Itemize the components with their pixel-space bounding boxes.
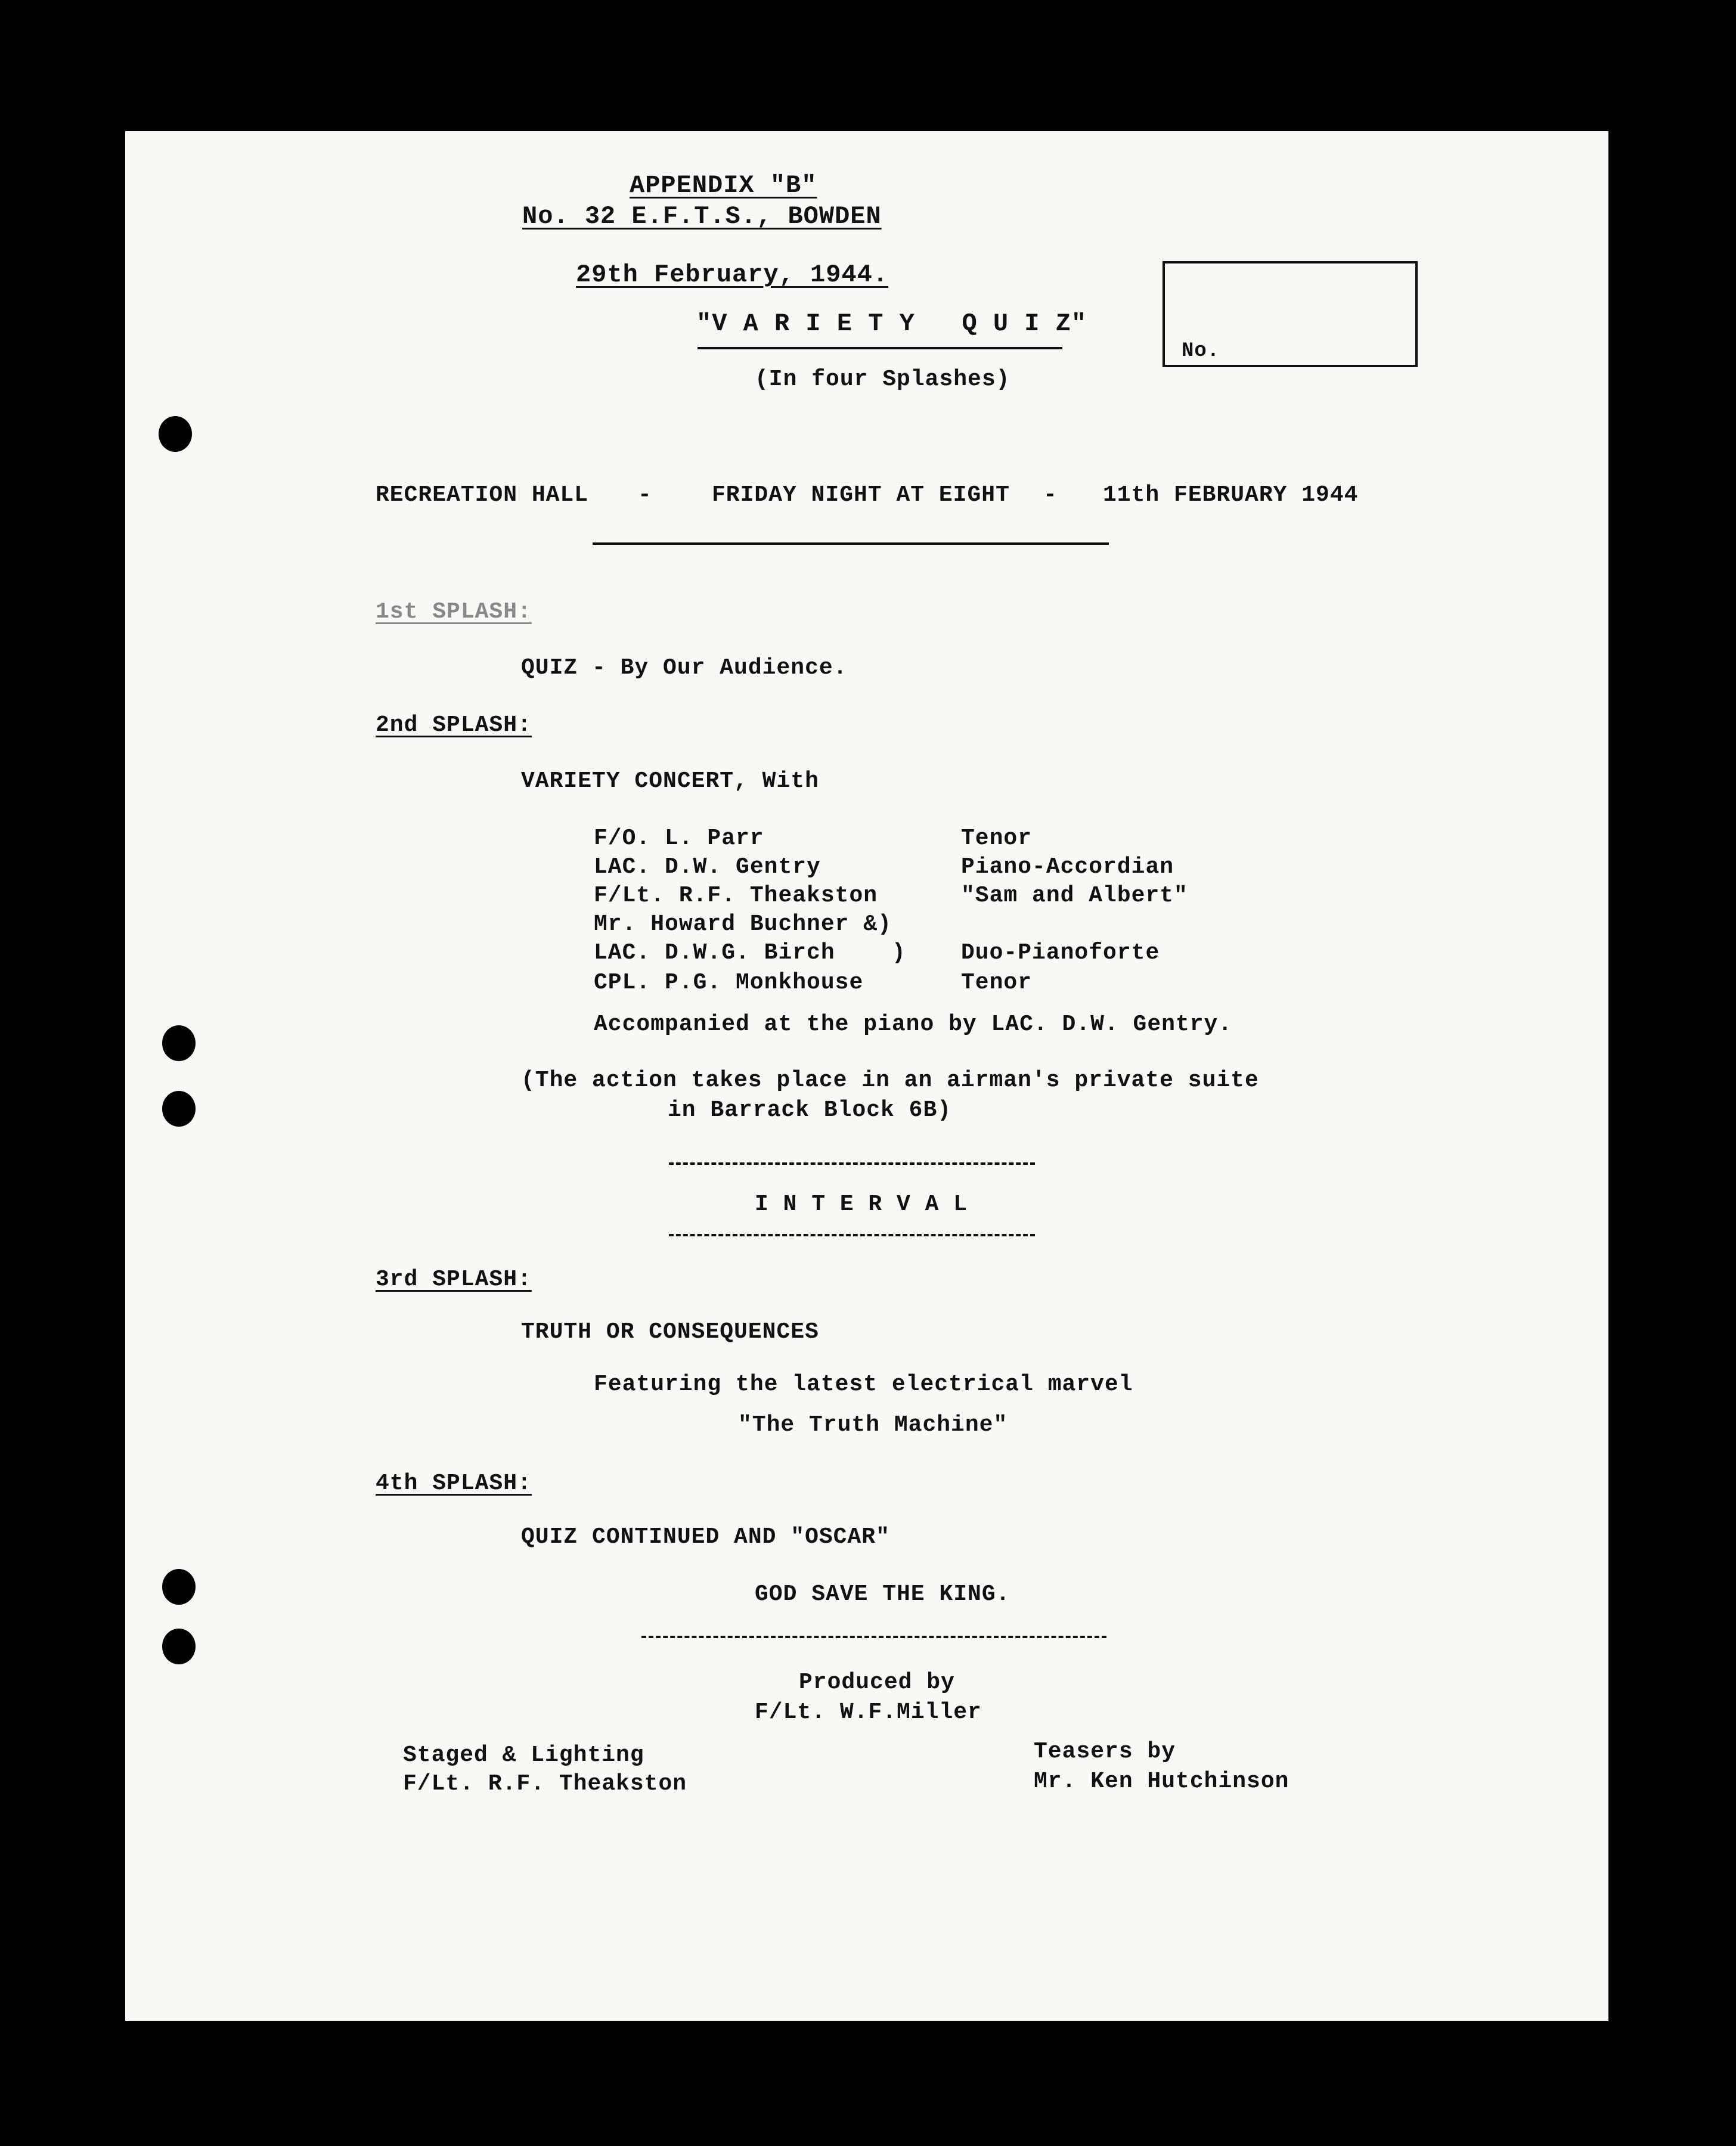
appendix-heading: APPENDIX "B": [630, 171, 817, 200]
performer-name: CPL. P.G. Monkhouse: [594, 970, 864, 996]
splash1-heading: 1st SPLASH:: [376, 599, 532, 625]
splash4-heading: 4th SPLASH:: [376, 1471, 532, 1496]
splash3-feature-line2: "The Truth Machine": [738, 1412, 1008, 1438]
venue-hall: RECREATION HALL: [376, 482, 589, 508]
splash4-content: QUIZ CONTINUED AND "OSCAR": [521, 1524, 890, 1550]
setting-note-line2: in Barrack Block 6B): [668, 1097, 952, 1123]
teasers-name: Mr. Ken Hutchinson: [1034, 1769, 1289, 1794]
staged-name: F/Lt. R.F. Theakston: [403, 1771, 687, 1797]
performer-name: Mr. Howard Buchner &): [594, 911, 892, 937]
punch-hole: [162, 1629, 196, 1664]
performer-name: LAC. D.W. Gentry: [594, 854, 821, 880]
closing-rule: [641, 1636, 1106, 1638]
splash3-heading: 3rd SPLASH:: [376, 1267, 532, 1292]
splash3-content: TRUTH OR CONSEQUENCES: [521, 1319, 819, 1345]
staged-label: Staged & Lighting: [403, 1742, 644, 1768]
unit-heading: No. 32 E.F.T.S., BOWDEN: [522, 202, 882, 231]
splash2-heading: 2nd SPLASH:: [376, 712, 532, 738]
closing-anthem: GOD SAVE THE KING.: [755, 1581, 1010, 1607]
interval-rule-bottom: [669, 1234, 1035, 1236]
interval-rule-top: [669, 1162, 1035, 1165]
performer-act: Tenor: [961, 970, 1033, 996]
performer-act: Piano-Accordian: [961, 854, 1174, 880]
document-page: [125, 131, 1608, 2021]
splash1-content: QUIZ - By Our Audience.: [521, 655, 848, 681]
splash3-feature-line1: Featuring the latest electrical marvel: [594, 1372, 1133, 1397]
number-label: No.: [1182, 340, 1220, 362]
venue-rule: [593, 542, 1109, 545]
venue-separator: -: [1043, 482, 1058, 508]
punch-hole: [162, 1569, 196, 1605]
setting-note-line1: (The action takes place in an airman's private suite: [521, 1068, 1259, 1093]
document-subtitle: (In four Splashes): [755, 367, 1010, 392]
title-underline: [698, 347, 1062, 349]
teasers-label: Teasers by: [1034, 1739, 1176, 1764]
performer-act: "Sam and Albert": [961, 883, 1188, 908]
producer-name: F/Lt. W.F.Miller: [755, 1700, 982, 1725]
venue-time: FRIDAY NIGHT AT EIGHT: [712, 482, 1010, 508]
performer-act: Duo-Pianoforte: [961, 940, 1160, 966]
produced-by-label: Produced by: [799, 1670, 955, 1695]
accompaniment-note: Accompanied at the piano by LAC. D.W. Gentry.: [594, 1012, 1233, 1037]
performer-name: F/O. L. Parr: [594, 826, 764, 851]
performer-name: F/Lt. R.F. Theakston: [594, 883, 878, 908]
interval-label: I N T E R V A L: [755, 1192, 968, 1217]
punch-hole: [162, 1091, 196, 1127]
venue-separator: -: [638, 482, 652, 508]
number-box: [1162, 261, 1418, 367]
splash2-intro: VARIETY CONCERT, With: [521, 768, 819, 794]
punch-hole: [159, 416, 192, 452]
performer-act: Tenor: [961, 826, 1033, 851]
punch-hole: [162, 1025, 196, 1061]
document-title: "V A R I E T Y Q U I Z": [696, 309, 1087, 338]
performer-name: LAC. D.W.G. Birch ): [594, 940, 906, 966]
document-date: 29th February, 1944.: [576, 261, 889, 289]
venue-date: 11th FEBRUARY 1944: [1103, 482, 1359, 508]
